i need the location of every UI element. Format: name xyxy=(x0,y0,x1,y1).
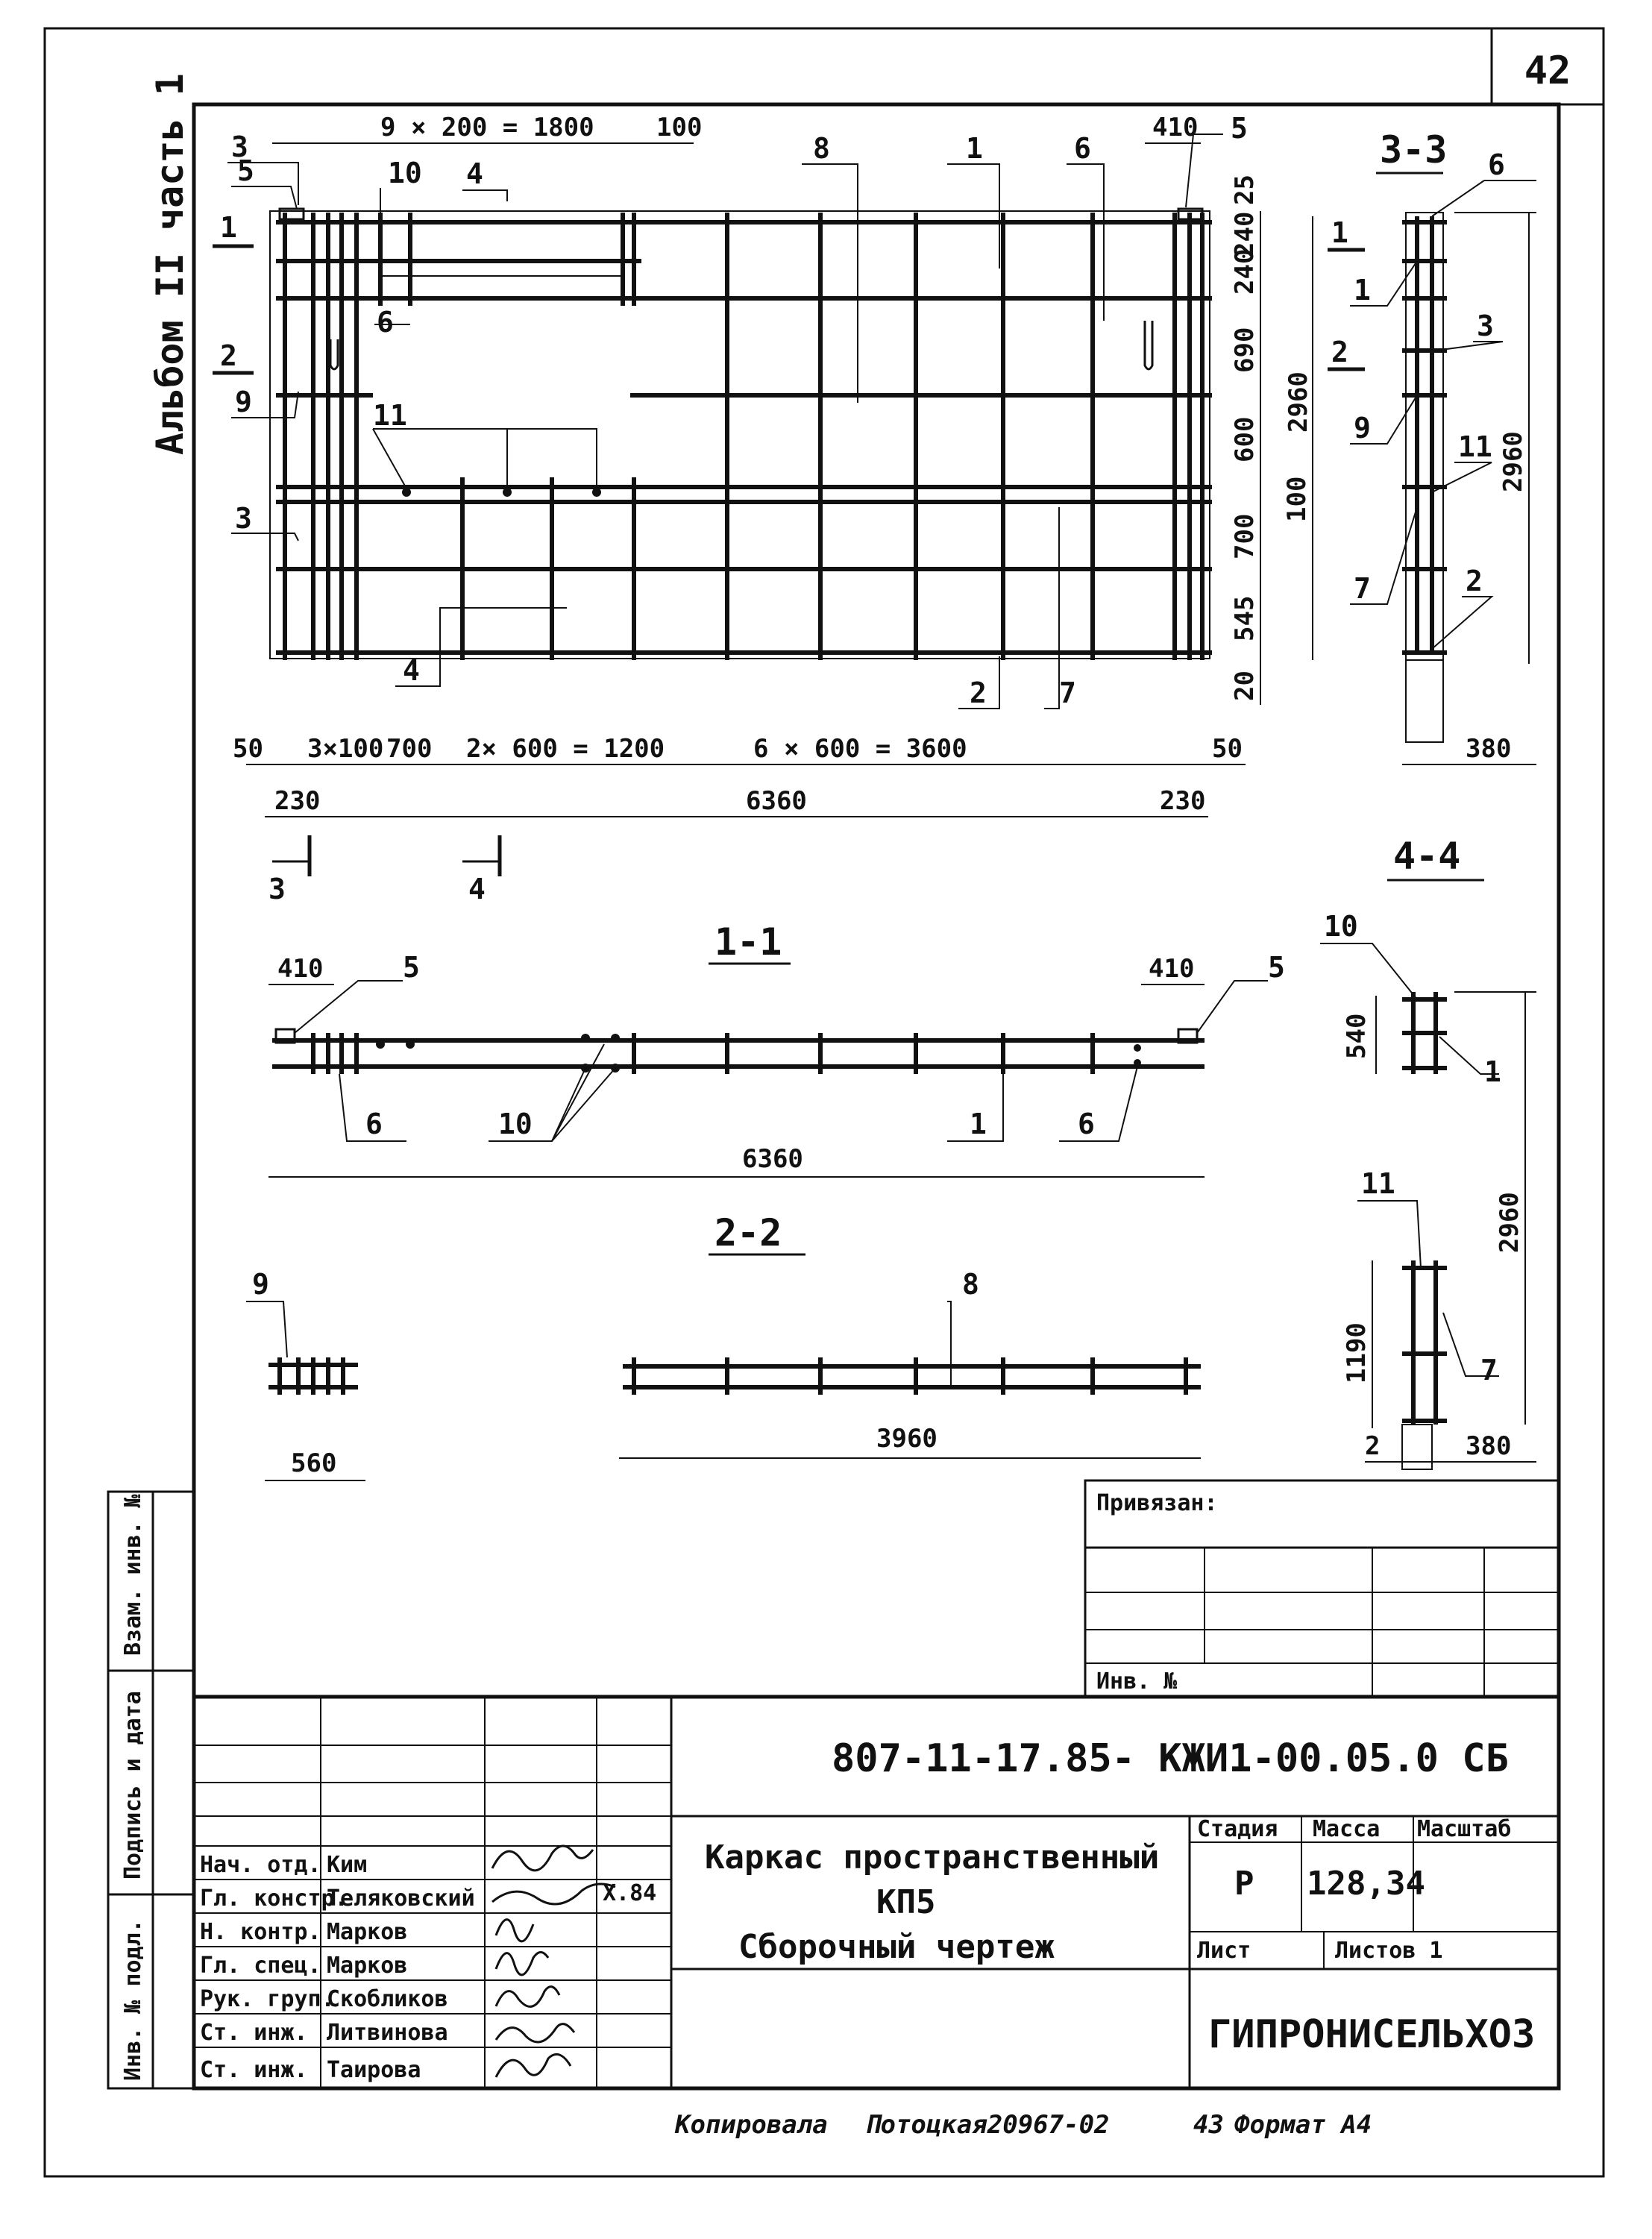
dim-top-1: 9 × 200 = 1800 xyxy=(380,113,594,142)
s11-dim-410-right: 410 xyxy=(1149,954,1195,984)
dim-r-545: 545 xyxy=(1230,595,1260,641)
section-2-2 xyxy=(246,1211,1201,1480)
leader-8: 8 xyxy=(813,132,830,165)
s44-dim-380: 380 xyxy=(1466,1431,1512,1461)
s33-leader-9: 9 xyxy=(1354,412,1371,445)
leader-4-bottom: 4 xyxy=(403,654,420,687)
s44-leader-10: 10 xyxy=(1324,910,1358,943)
dim-b-50-left: 50 xyxy=(233,734,263,764)
leader-7: 7 xyxy=(1059,676,1076,709)
s11-leader-6-right: 6 xyxy=(1078,1108,1095,1140)
title-line-3: Сборочный чертеж xyxy=(738,1928,1055,1966)
main-elevation xyxy=(213,112,1313,905)
staff-role-7: Ст. инж. xyxy=(200,2057,308,2083)
s11-leader-5-right: 5 xyxy=(1268,951,1285,984)
footer-copier: Потоцкая20967-02 xyxy=(865,2110,1110,2140)
section-1-1 xyxy=(268,920,1285,1177)
footer-format: Формат А4 xyxy=(1234,2110,1372,2140)
stage-header: Стадия xyxy=(1197,1816,1278,1842)
s44-leader-7: 7 xyxy=(1480,1354,1498,1387)
dim-b-3600: 6 × 600 = 3600 xyxy=(753,734,967,764)
dim-top-2: 100 xyxy=(656,113,703,142)
s33-leader-11: 11 xyxy=(1458,430,1492,463)
s11-leader-10: 10 xyxy=(498,1108,533,1140)
stamp-podpis: Подпись и дата xyxy=(120,1691,146,1880)
s22-dim-560: 560 xyxy=(291,1448,337,1478)
staff-name-4: Марков xyxy=(327,1953,408,1979)
cut-1-left: 1 xyxy=(220,211,237,244)
leader-6-left: 6 xyxy=(377,306,394,339)
section-3-3-title: 3-3 xyxy=(1380,128,1448,172)
signature-date: Х.84 xyxy=(603,1880,657,1906)
dim-b2-230-right: 230 xyxy=(1160,786,1206,816)
s44-leader-11: 11 xyxy=(1361,1167,1395,1200)
title-line-1: Каркас пространственный xyxy=(705,1838,1160,1877)
leader-5-right: 5 xyxy=(1231,112,1248,145)
staff-name-2: Теляковский xyxy=(327,1885,475,1912)
s33-cut-2: 2 xyxy=(1331,336,1348,368)
dim-r-25: 25 xyxy=(1230,175,1260,205)
signatures xyxy=(492,1846,656,2077)
s11-leader-6-left: 6 xyxy=(365,1108,383,1140)
dim-r-240b: 240 xyxy=(1230,248,1260,295)
leader-9: 9 xyxy=(235,386,252,418)
s44-dim-1190: 1190 xyxy=(1342,1322,1372,1384)
leader-1: 1 xyxy=(966,132,983,165)
leader-5-left: 5 xyxy=(237,154,254,187)
s33-leader-3: 3 xyxy=(1477,310,1494,342)
s11-leader-1: 1 xyxy=(970,1108,987,1140)
staff-role-1: Нач. отд. xyxy=(200,1852,321,1878)
org-name: ГИПРОНИСЕЛЬХОЗ xyxy=(1208,2012,1536,2057)
dim-r-690: 690 xyxy=(1230,327,1260,373)
leader-4-top: 4 xyxy=(466,157,483,190)
staff-name-3: Марков xyxy=(327,1919,408,1945)
section-4-4 xyxy=(1320,835,1536,1469)
dim-b-700: 700 xyxy=(386,734,433,764)
s33-leader-2: 2 xyxy=(1466,565,1483,597)
staff-name-6: Литвинова xyxy=(327,2020,448,2046)
section-3-3 xyxy=(1328,128,1536,764)
s44-dim-2960: 2960 xyxy=(1495,1192,1524,1253)
staff-name-1: Ким xyxy=(327,1852,368,1878)
s44-dim-2: 2 xyxy=(1365,1431,1381,1461)
privyazan-label: Привязан: xyxy=(1096,1490,1218,1516)
s11-dim-6360: 6360 xyxy=(742,1144,803,1174)
cut-4-bottom: 4 xyxy=(468,873,486,905)
section-1-1-title: 1-1 xyxy=(714,920,782,964)
leader-3-top: 3 xyxy=(231,131,248,163)
footer-copied: Копировала xyxy=(675,2110,828,2140)
mass-value: 128,34 xyxy=(1307,1865,1425,1903)
dim-b-1200: 2× 600 = 1200 xyxy=(466,734,665,764)
doc-code: 807-11-17.85- КЖИ1-00.05.0 СБ xyxy=(832,1736,1509,1781)
cut-2-left: 2 xyxy=(220,339,237,372)
dim-b2-230-left: 230 xyxy=(274,786,321,816)
stage-value: Р xyxy=(1234,1865,1254,1903)
dim-r-600: 600 xyxy=(1230,416,1260,462)
s33-leader-7: 7 xyxy=(1354,572,1371,605)
left-stamp xyxy=(108,1492,194,2088)
sheets-label: Листов 1 xyxy=(1335,1938,1443,1964)
staff-role-2: Гл. констр. xyxy=(200,1885,348,1912)
s22-leader-9: 9 xyxy=(252,1268,269,1301)
staff-role-6: Ст. инж. xyxy=(200,2020,308,2046)
s11-dim-410-left: 410 xyxy=(277,954,324,984)
leader-6-right: 6 xyxy=(1074,132,1091,165)
dim-top-3: 410 xyxy=(1152,113,1199,142)
s33-cut-1: 1 xyxy=(1331,216,1348,249)
dim-b2-6360: 6360 xyxy=(746,786,807,816)
dim-r-20: 20 xyxy=(1230,671,1260,701)
dim-b-3x100: 3×100 xyxy=(307,734,384,764)
s44-dim-540: 540 xyxy=(1342,1013,1372,1059)
staff-role-5: Рук. груп. xyxy=(200,1986,335,2012)
title-line-2: КП5 xyxy=(876,1883,936,1921)
staff-name-5: Скобликов xyxy=(327,1986,448,2012)
s44-leader-1: 1 xyxy=(1484,1055,1501,1088)
inv-label: Инв. № xyxy=(1096,1668,1178,1695)
section-2-2-title: 2-2 xyxy=(714,1211,782,1254)
leader-2: 2 xyxy=(970,676,987,709)
s33-dim-380: 380 xyxy=(1466,734,1512,764)
dim-r-2960: 2960 xyxy=(1284,371,1313,433)
s33-leader-6: 6 xyxy=(1488,148,1505,181)
leader-3-mid: 3 xyxy=(235,502,252,535)
s22-dim-3960: 3960 xyxy=(876,1424,938,1454)
dim-r-700: 700 xyxy=(1230,513,1260,559)
s22-leader-8: 8 xyxy=(962,1268,979,1301)
s33-dim-2960: 2960 xyxy=(1498,431,1528,492)
mass-header: Масса xyxy=(1313,1816,1381,1842)
sheet-label: Лист xyxy=(1197,1938,1251,1964)
leader-10: 10 xyxy=(388,157,422,189)
section-4-4-title: 4-4 xyxy=(1393,835,1461,878)
staff-role-4: Гл. спец. xyxy=(200,1953,321,1979)
sheet-number: 42 xyxy=(1524,48,1571,93)
footer xyxy=(674,2110,1372,2140)
title-block xyxy=(194,1697,1559,2088)
staff-name-7: Таирова xyxy=(327,2057,421,2083)
footer-sheet-ref: 43 xyxy=(1193,2110,1224,2140)
stamp-vzam: Взам. инв. № xyxy=(120,1494,146,1656)
staff-role-3: Н. контр. xyxy=(200,1919,321,1945)
dim-r-240a: 240 xyxy=(1230,211,1260,257)
leader-11: 11 xyxy=(373,399,407,432)
cut-3-bottom: 3 xyxy=(268,873,286,905)
privyazan-block xyxy=(1085,1480,1559,1697)
album-label: Альбом II часть 1 xyxy=(148,73,192,455)
scale-header: Масштаб xyxy=(1417,1816,1512,1842)
dim-b-50-right: 50 xyxy=(1212,734,1243,764)
s33-leader-1: 1 xyxy=(1354,274,1371,307)
dim-r-100: 100 xyxy=(1282,476,1312,522)
stamp-inv: Инв. № подл. xyxy=(120,1919,146,2081)
s11-leader-5-left: 5 xyxy=(403,951,420,984)
